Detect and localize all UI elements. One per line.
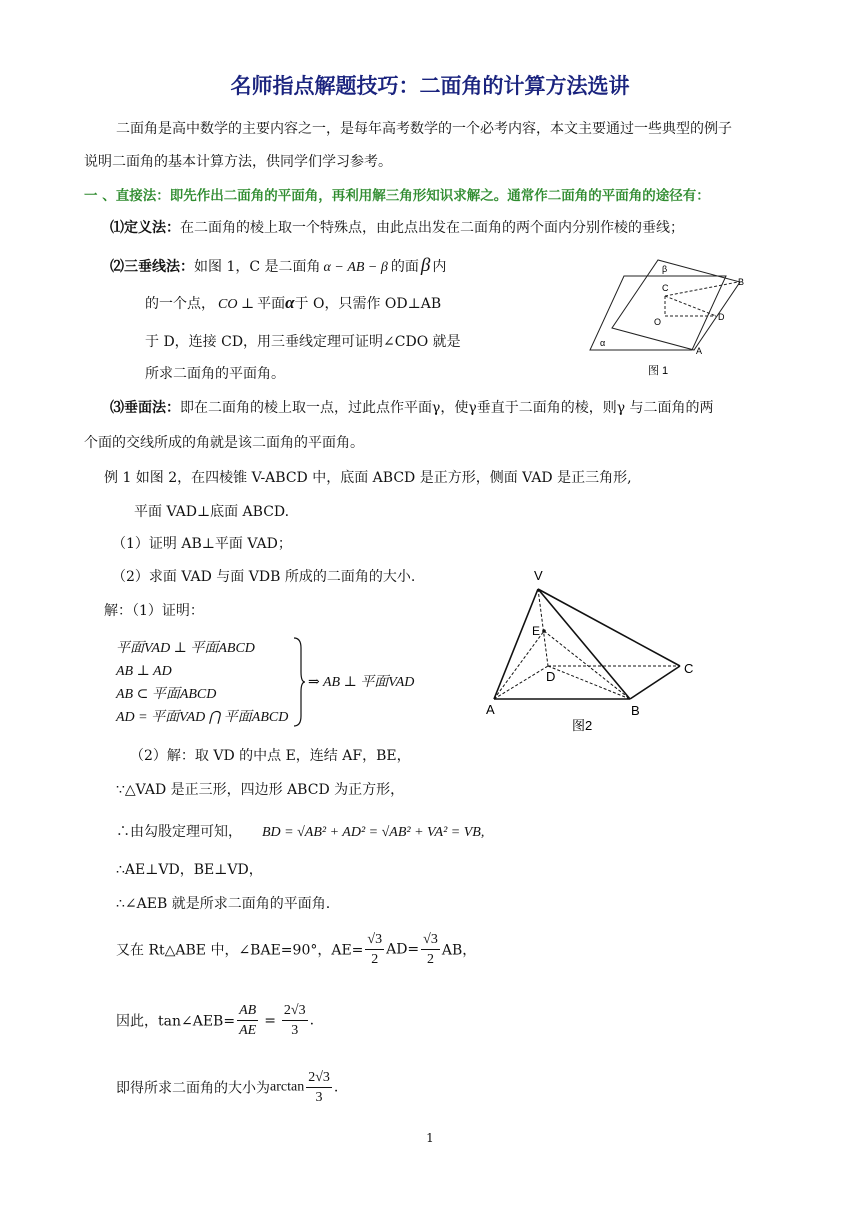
math-expr: α − AB − β: [323, 260, 388, 275]
pythagoras-equation: BD = √AB² + AD² = √AB² + VA² = VB,: [262, 825, 485, 840]
fig1-caption: 图 1: [648, 365, 669, 377]
fig2-label-B: B: [631, 703, 640, 718]
solution-part2-line6: [116, 930, 476, 969]
text-span: 即得所求二面角的大小为: [116, 1080, 270, 1097]
text-span: 于 O，只需作 OD⊥AB: [294, 296, 442, 312]
text-span: 平面: [257, 296, 286, 312]
fraction-sqrt3-over-2: [421, 930, 440, 969]
solution-part2-line1: （2）解：取 VD 的中点 E，连结 AF，BE，: [130, 748, 411, 764]
text-span: 内: [432, 259, 447, 275]
fig2-label-D: D: [546, 669, 556, 684]
text-span: AB，: [441, 942, 477, 959]
frac-num: 2√3: [306, 1068, 332, 1088]
method-perp-plane-label: ⑶垂面法：: [110, 400, 180, 416]
fig1-label-C: C: [662, 283, 669, 293]
math-expr: CO ⊥: [218, 297, 255, 312]
method-three-perp-line1: [110, 255, 446, 277]
frac-num: √3: [365, 930, 384, 950]
method-three-perp-line4: 所求二面角的平面角。: [145, 366, 285, 382]
page-title: 名师指点解题技巧：二面角的计算方法选讲: [230, 74, 630, 98]
fig1-label-alpha: α: [600, 338, 606, 348]
fraction-2sqrt3-over-3: [282, 1001, 308, 1040]
solution-part2-line7: 因此，tan∠AEB= $\frac{AB}{AE}$ = $\frac{2√3}{3}$ .: [116, 1003, 315, 1038]
fig2-label-E: E: [532, 624, 541, 638]
frac-den: 3: [315, 1090, 323, 1105]
solution-heading: 解：（1）证明：: [104, 603, 204, 619]
section-heading-1: 一 、直接法：即先作出二面角的平面角，再利用解三角形知识求解之。通常作二面角的平面角的途径有：: [84, 188, 710, 204]
text-span: 如图 1，C 是二面角: [194, 259, 321, 275]
fig1-label-O: O: [654, 317, 662, 327]
page-number: 1: [426, 1131, 434, 1145]
example-1-condition: 平面 VAD⊥底面 ABCD.: [134, 504, 290, 520]
fraction-2sqrt3-over-3: [306, 1068, 332, 1107]
method-perp-plane-line2: 个面的交线所成的角就是该二面角的平面角。: [84, 435, 364, 451]
method-definition: [110, 217, 684, 237]
question-2: （2）求面 VAD 与面 VDB 所成的二面角的大小.: [112, 569, 416, 585]
fig2-label-C: C: [684, 661, 694, 676]
text-span: 的一个点，: [145, 296, 215, 312]
right-brace-icon: [292, 636, 306, 728]
frac-num: 2√3: [282, 1001, 308, 1021]
solution-part2-line4: ∴AE⊥VD，BE⊥VD，: [116, 862, 263, 878]
text-span: 因此，tan∠AEB=: [116, 1013, 236, 1030]
system-line: AD = 平面VAD ⋂ 平面ABCD: [116, 710, 289, 725]
fraction-sqrt3-over-2: [365, 930, 384, 969]
question-1: （1）证明 AB⊥平面 VAD；: [112, 536, 292, 552]
solution-part2-line5: ∴∠AEB 就是所求二面角的平面角.: [116, 896, 331, 912]
fig2-caption: 图2: [572, 718, 593, 733]
frac-den: 2: [427, 952, 435, 967]
arctan-text: arctan: [270, 1079, 305, 1095]
frac-den: 3: [291, 1023, 299, 1038]
system-line: 平面VAD ⊥ 平面ABCD: [116, 641, 255, 656]
fig1-label-A: A: [696, 346, 703, 356]
text-span: 又在 Rt△ABE 中，∠BAE=90°，AE=: [116, 942, 364, 959]
intro-line-2: 说明二面角的基本计算方法，供同学们学习参考。: [84, 154, 392, 170]
solution-part2-line8: 即得所求二面角的大小为arctan $\frac{2√3}{3}$ .: [116, 1070, 339, 1105]
intro-line-1: 二面角是高中数学的主要内容之一，是每年高考数学的一个必考内容，本文主要通过一些典型的例子: [116, 121, 732, 137]
method-definition-label: ⑴定义法：: [110, 220, 180, 236]
method-perp-plane: [110, 397, 714, 417]
frac-num: AB: [237, 1001, 258, 1021]
system-line: AB ⊂ 平面ABCD: [116, 687, 217, 702]
proof-system: [116, 637, 288, 729]
text-span: ∴由勾股定理可知，: [116, 824, 242, 840]
fig2-label-V: V: [534, 568, 543, 583]
method-three-perp-line3: 于 D，连接 CD，用三垂线定理可证明∠CDO 就是: [145, 334, 461, 350]
method-definition-text: 在二面角的棱上取一个特殊点，由此点出发在二面角的两个面内分别作棱的垂线；: [180, 220, 684, 236]
fig1-label-D: D: [718, 312, 725, 322]
fraction-AB-over-AE: [237, 1001, 258, 1040]
text-span: 的面: [390, 259, 419, 275]
proof-conclusion: ⇒ AB ⊥ 平面VAD: [308, 675, 415, 690]
fig1-label-beta: β: [662, 264, 668, 274]
figure-1: [578, 252, 778, 380]
frac-num: √3: [421, 930, 440, 950]
figure-2: [480, 563, 700, 735]
frac-den: AE: [239, 1023, 257, 1038]
text-span: AD=: [386, 941, 420, 958]
solution-part2-line3: [116, 821, 484, 841]
example-1-statement: 例 1 如图 2，在四棱锥 V-ABCD 中，底面 ABCD 是正方形，侧面 VAD 是正三角形,: [104, 470, 632, 486]
method-three-perp-label: ⑵三垂线法：: [110, 259, 194, 275]
fig2-label-A: A: [486, 702, 495, 717]
method-three-perp-line2: [145, 293, 441, 313]
system-line: AB ⊥ AD: [116, 664, 172, 679]
text-span: 即在二面角的棱上取一点，过此点作平面γ，使γ垂直于二面角的棱，则γ 与二面角的两: [180, 400, 714, 416]
frac-den: 2: [371, 952, 379, 967]
fig1-label-B: B: [738, 277, 745, 287]
solution-part2-line2: ∵△VAD 是正三形，四边形 ABCD 为正方形，: [116, 782, 405, 798]
math-symbol: α: [285, 293, 295, 312]
math-symbol: β: [420, 255, 431, 276]
